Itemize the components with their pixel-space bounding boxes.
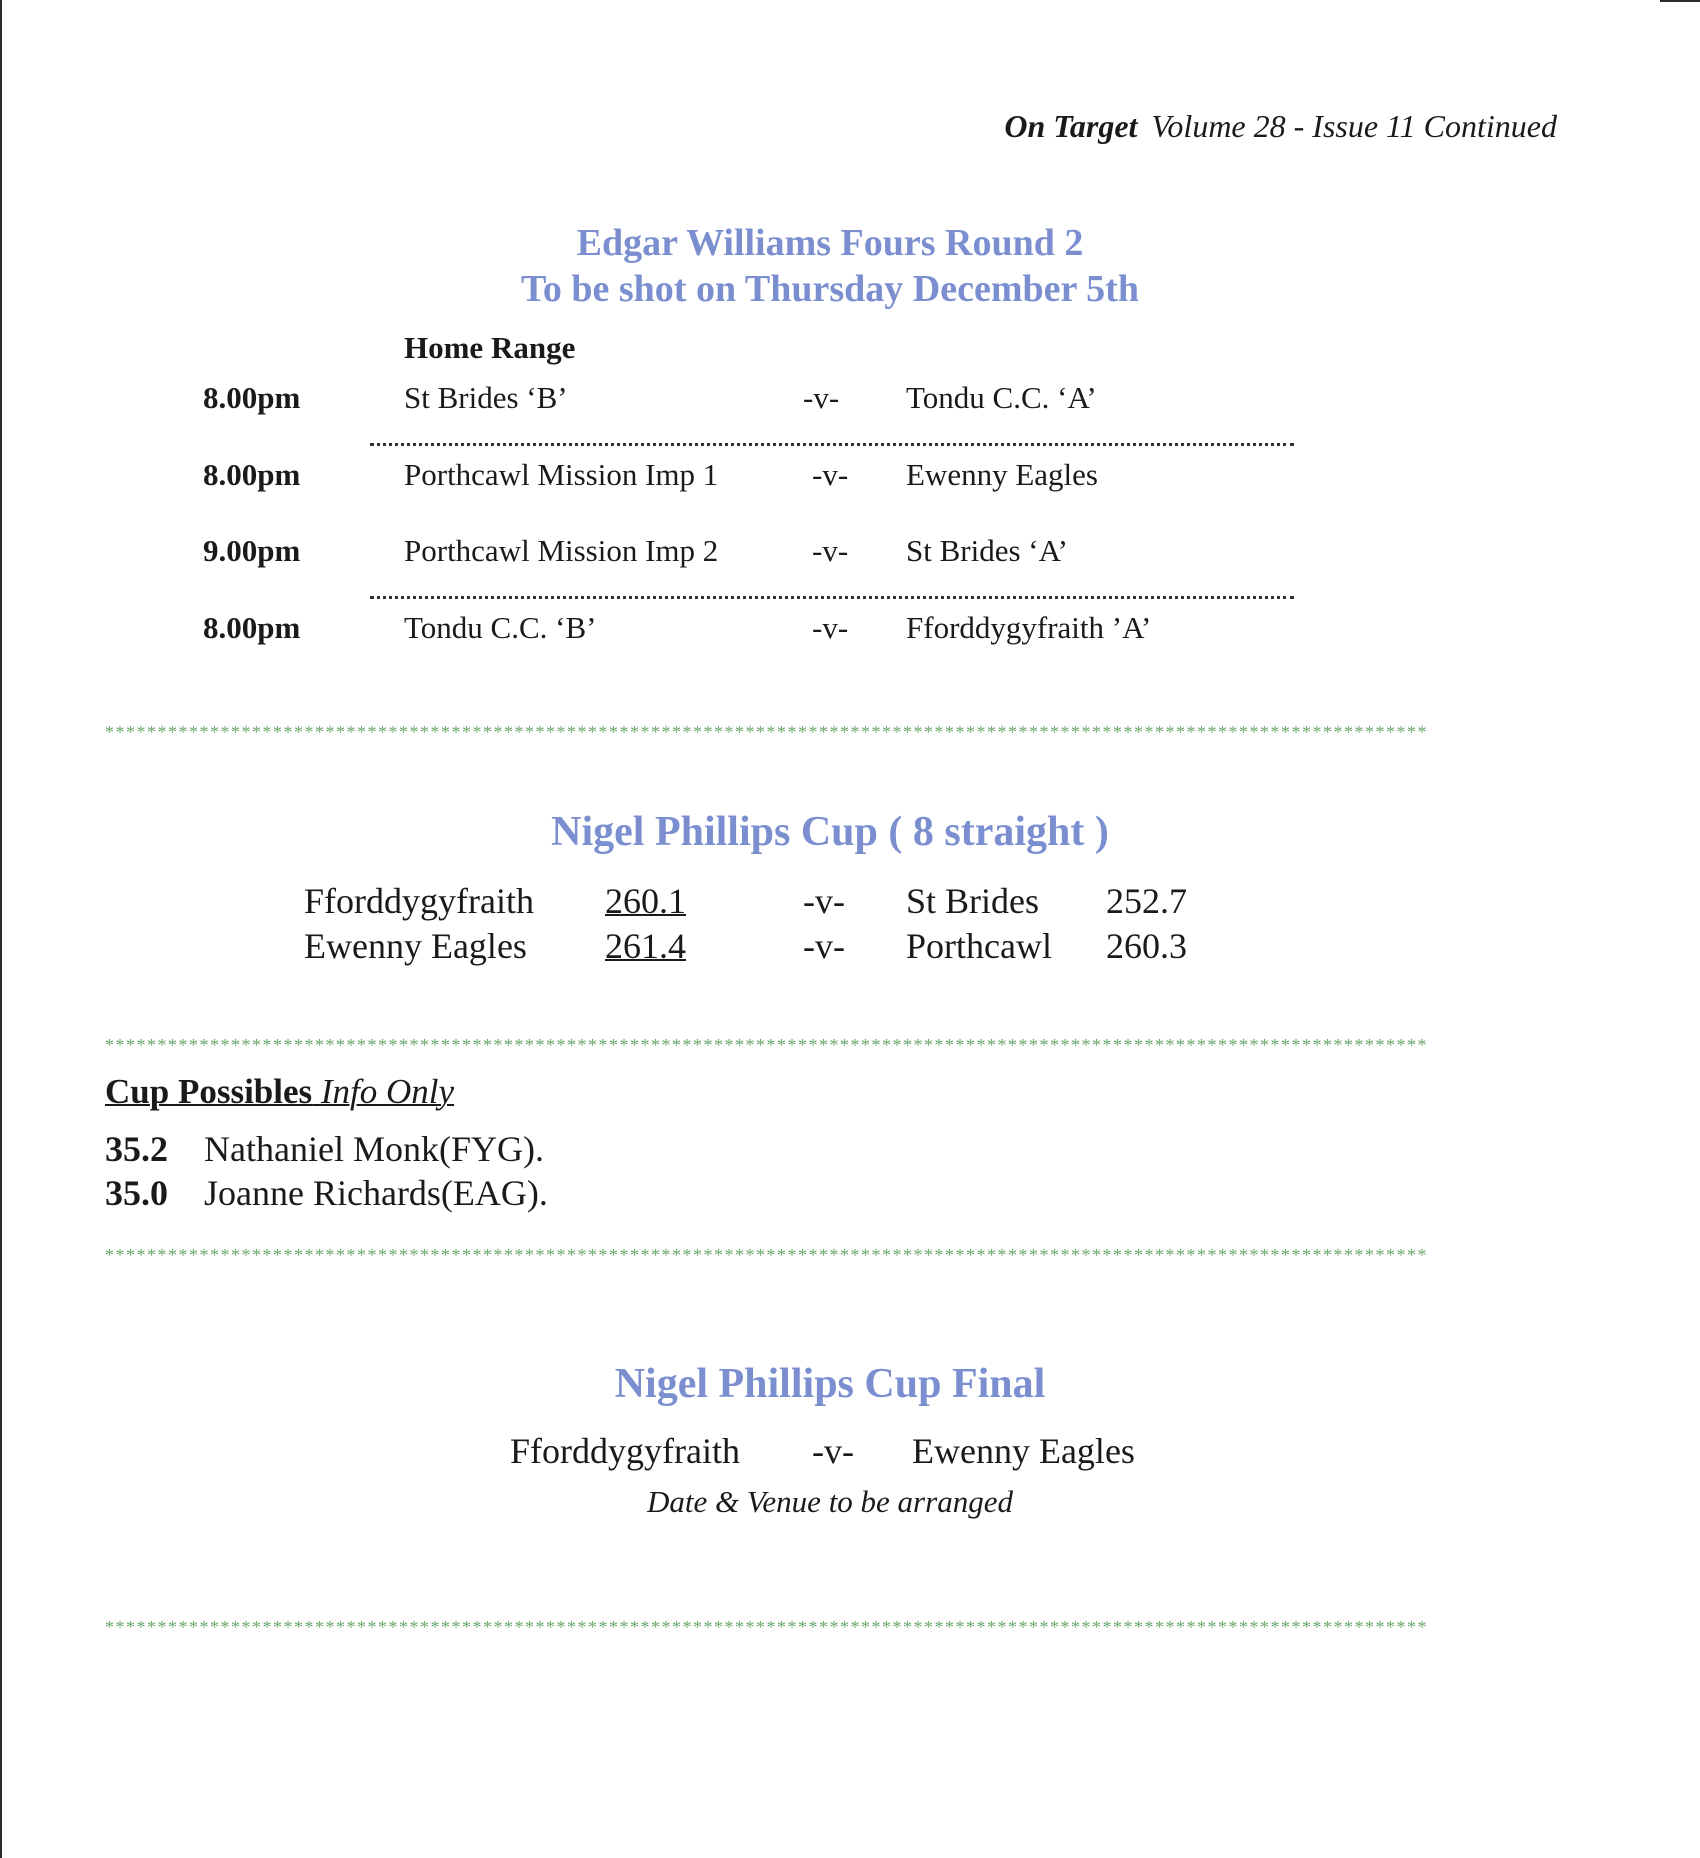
fixture-row (0, 533, 1400, 577)
possible-row (0, 1128, 1000, 1174)
fixture-away: Ewenny Eagles (906, 457, 1098, 492)
corner-mark (1660, 0, 1700, 2)
fixture-row (0, 457, 1400, 501)
fixture-vs: -v- (812, 457, 849, 492)
star-divider: ****************************************************************************************************************************** (105, 722, 1428, 742)
fixture-time: 8.00pm (203, 380, 301, 415)
edgar-subtitle: To be shot on Thursday December 5th (521, 268, 1139, 310)
fixture-home: Porthcawl Mission Imp 2 (404, 533, 719, 568)
result-team1: Fforddygyfraith (304, 881, 534, 921)
fixture-home: Porthcawl Mission Imp 1 (404, 457, 719, 492)
result-team2: Porthcawl (906, 926, 1052, 966)
result-score2: 260.3 (1106, 926, 1187, 966)
result-row (0, 880, 1400, 926)
result-vs: -v- (803, 881, 845, 921)
fixture-away: Fforddygyfraith ’A’ (906, 610, 1152, 645)
fixture-home: St Brides ‘B’ (404, 380, 568, 415)
result-team1: Ewenny Eagles (304, 926, 527, 966)
final-title: Nigel Phillips Cup Final (614, 1361, 1046, 1407)
fixture-time: 8.00pm (203, 457, 301, 492)
final-team1: Fforddygyfraith (510, 1431, 740, 1471)
result-team2: St Brides (906, 881, 1040, 921)
edgar-title: Edgar Williams Fours Round 2 (576, 222, 1084, 264)
result-score1: 261.4 (605, 926, 686, 966)
final-note: Date & Venue to be arranged (647, 1484, 1013, 1519)
fixture-time: 8.00pm (203, 610, 301, 645)
dotted-divider (370, 443, 1294, 446)
possible-name: Joanne Richards(EAG). (204, 1173, 548, 1213)
result-score1: 260.1 (605, 881, 686, 921)
nigel-cup-title: Nigel Phillips Cup ( 8 straight ) (551, 809, 1109, 855)
cup-possibles-note: Info Only (320, 1072, 455, 1111)
final-vs: -v- (812, 1431, 854, 1471)
star-divider: ****************************************************************************************************************************** (105, 1245, 1428, 1265)
fixture-row (0, 610, 1400, 654)
issue-info: Volume 28 - Issue 11 Continued (1151, 108, 1557, 144)
publication-name: On Target (1004, 108, 1138, 144)
fixture-time: 9.00pm (203, 533, 301, 568)
fixture-vs: -v- (812, 610, 849, 645)
star-divider: ****************************************************************************************************************************** (105, 1035, 1428, 1055)
result-row (0, 925, 1400, 971)
cup-possibles-heading (105, 1072, 454, 1112)
dotted-divider (370, 596, 1294, 599)
result-vs: -v- (803, 926, 845, 966)
possible-name: Nathaniel Monk(FYG). (204, 1129, 544, 1169)
fixture-vs: -v- (803, 380, 840, 415)
cup-possibles-title: Cup Possibles (105, 1072, 313, 1111)
home-range-label: Home Range (404, 330, 576, 365)
final-team2: Ewenny Eagles (912, 1431, 1135, 1471)
possible-score: 35.2 (105, 1129, 168, 1169)
page-header (1004, 108, 1557, 145)
star-divider: ****************************************************************************************************************************** (105, 1617, 1428, 1637)
fixture-away: Tondu C.C. ‘A’ (906, 380, 1097, 415)
possible-score: 35.0 (105, 1173, 168, 1213)
fixture-away: St Brides ‘A’ (906, 533, 1068, 568)
result-score2: 252.7 (1106, 881, 1187, 921)
possible-row (0, 1172, 1000, 1218)
final-matchup (0, 1430, 1660, 1476)
fixture-vs: -v- (812, 533, 849, 568)
edgar-title-block (0, 220, 1660, 312)
fixture-home: Tondu C.C. ‘B’ (404, 610, 597, 645)
fixture-row (0, 380, 1400, 424)
